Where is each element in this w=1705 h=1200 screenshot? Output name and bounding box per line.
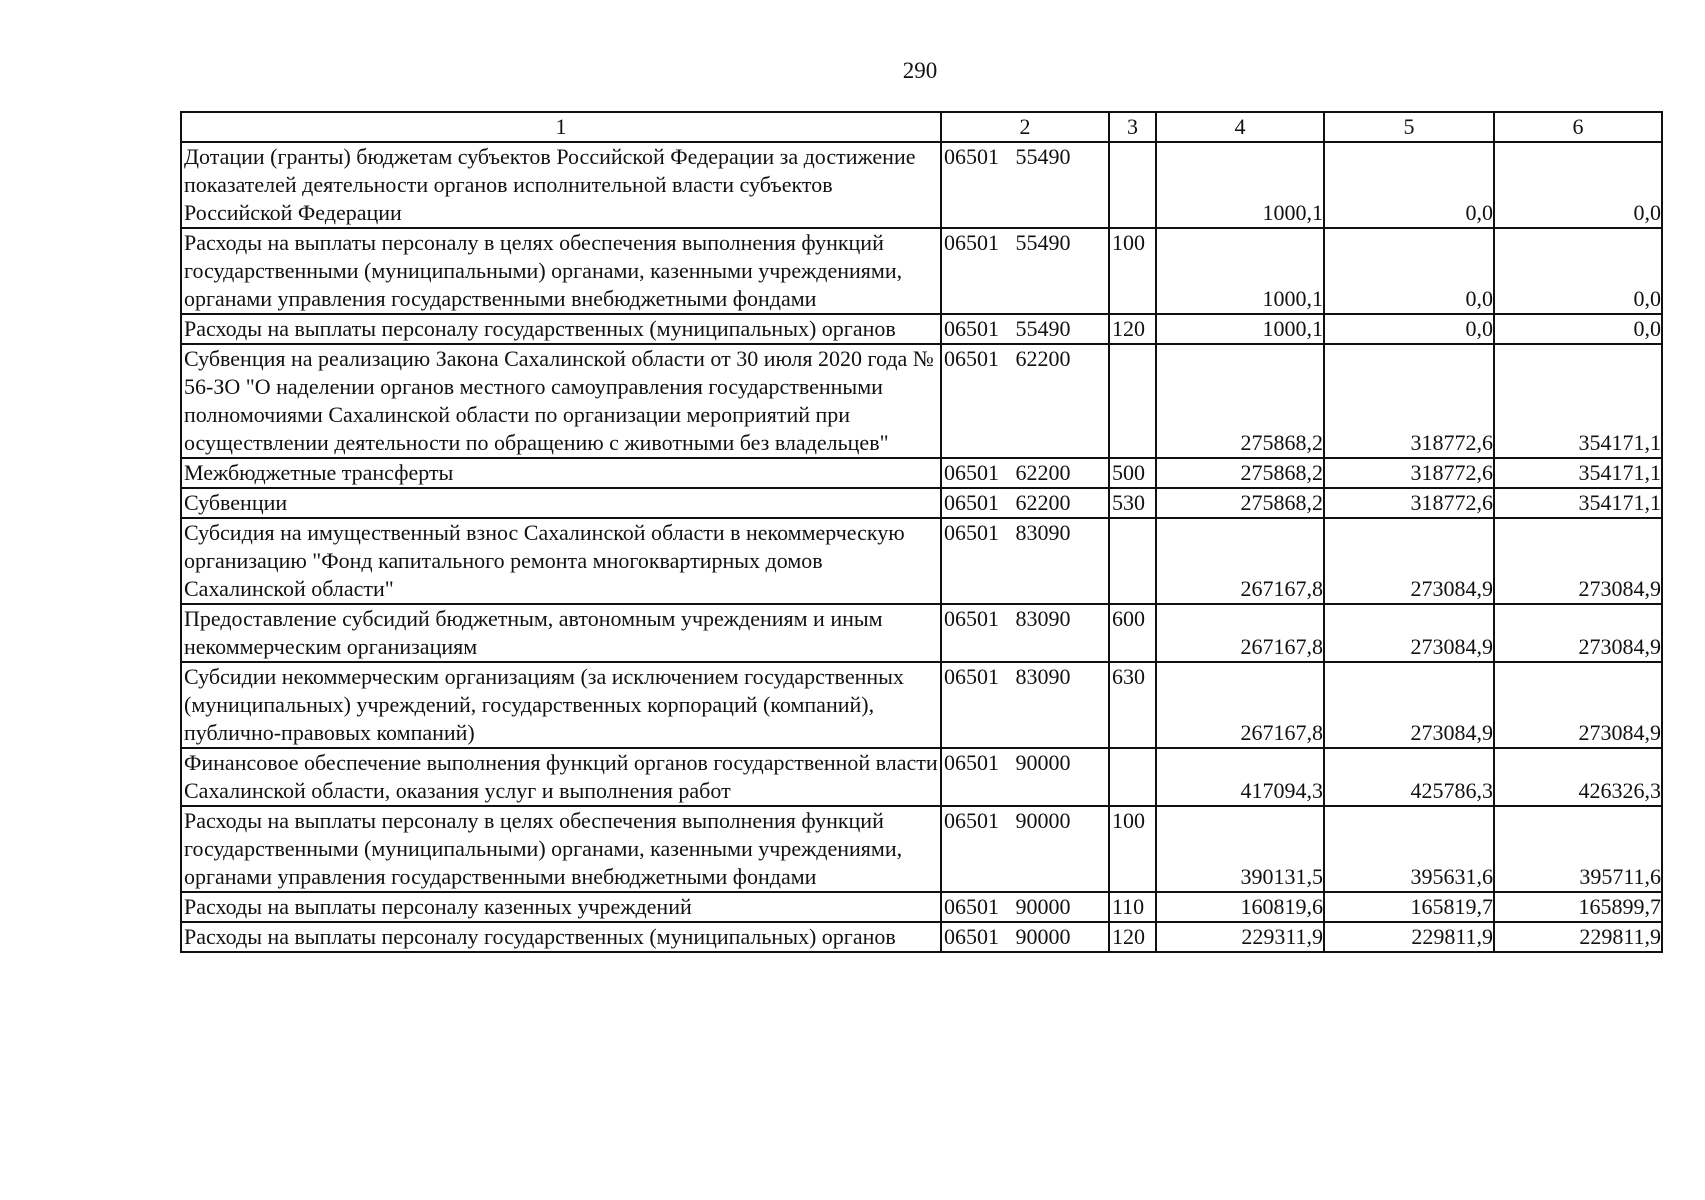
amount-col4: 1000,1 (1156, 314, 1324, 344)
program-code: 06501 55490 (941, 228, 1109, 314)
amount-col6: 273084,9 (1494, 604, 1662, 662)
program-code: 06501 55490 (941, 314, 1109, 344)
table-row (181, 142, 1662, 228)
budget-table (180, 111, 1663, 953)
amount-col4: 417094,3 (1156, 748, 1324, 806)
amount-col4: 275868,2 (1156, 344, 1324, 458)
program-code: 06501 83090 (941, 662, 1109, 748)
amount-col6: 354171,1 (1494, 458, 1662, 488)
program-code: 06501 62200 (941, 488, 1109, 518)
program-code: 06501 62200 (941, 344, 1109, 458)
program-code: 06501 90000 (941, 892, 1109, 922)
expense-name: Межбюджетные трансферты (181, 458, 941, 488)
header-row (181, 112, 1662, 142)
amount-col4: 1000,1 (1156, 228, 1324, 314)
expense-name: Расходы на выплаты персоналу государственных (муниципальных) органов (181, 314, 941, 344)
table-row (181, 488, 1662, 518)
expense-type: 630 (1109, 662, 1156, 748)
column-header: 3 (1109, 112, 1156, 142)
amount-col6: 273084,9 (1494, 518, 1662, 604)
amount-col4: 267167,8 (1156, 662, 1324, 748)
table-row (181, 748, 1662, 806)
table-row (181, 922, 1662, 952)
amount-col6: 0,0 (1494, 228, 1662, 314)
amount-col6: 165899,7 (1494, 892, 1662, 922)
expense-type: 120 (1109, 922, 1156, 952)
expense-type: 500 (1109, 458, 1156, 488)
expense-type: 530 (1109, 488, 1156, 518)
amount-col5: 0,0 (1324, 228, 1494, 314)
table-row (181, 806, 1662, 892)
expense-type (1109, 142, 1156, 228)
expense-name: Расходы на выплаты персоналу казенных учреждений (181, 892, 941, 922)
amount-col6: 354171,1 (1494, 488, 1662, 518)
amount-col6: 395711,6 (1494, 806, 1662, 892)
amount-col5: 0,0 (1324, 314, 1494, 344)
expense-type: 100 (1109, 806, 1156, 892)
amount-col5: 395631,6 (1324, 806, 1494, 892)
program-code: 06501 55490 (941, 142, 1109, 228)
expense-type: 100 (1109, 228, 1156, 314)
amount-col5: 273084,9 (1324, 604, 1494, 662)
amount-col5: 318772,6 (1324, 344, 1494, 458)
expense-name: Дотации (гранты) бюджетам субъектов Российской Федерации за достижение показателей деятельности органов исполнительной власти субъектов Российской Федерации (181, 142, 941, 228)
expense-name: Субвенции (181, 488, 941, 518)
table-row (181, 314, 1662, 344)
expense-type (1109, 518, 1156, 604)
amount-col4: 275868,2 (1156, 458, 1324, 488)
amount-col5: 0,0 (1324, 142, 1494, 228)
table-row (181, 458, 1662, 488)
amount-col5: 165819,7 (1324, 892, 1494, 922)
table-row (181, 604, 1662, 662)
program-code: 06501 83090 (941, 518, 1109, 604)
amount-col4: 1000,1 (1156, 142, 1324, 228)
expense-type (1109, 748, 1156, 806)
amount-col6: 0,0 (1494, 142, 1662, 228)
amount-col6: 0,0 (1494, 314, 1662, 344)
amount-col5: 273084,9 (1324, 518, 1494, 604)
expense-name: Расходы на выплаты персоналу государственных (муниципальных) органов (181, 922, 941, 952)
table-row (181, 518, 1662, 604)
program-code: 06501 83090 (941, 604, 1109, 662)
column-header: 6 (1494, 112, 1662, 142)
column-header: 1 (181, 112, 941, 142)
page-number: 290 (902, 58, 938, 83)
expense-type: 110 (1109, 892, 1156, 922)
amount-col6: 229811,9 (1494, 922, 1662, 952)
amount-col5: 318772,6 (1324, 488, 1494, 518)
table-row (181, 662, 1662, 748)
amount-col5: 425786,3 (1324, 748, 1494, 806)
amount-col4: 267167,8 (1156, 604, 1324, 662)
amount-col4: 229311,9 (1156, 922, 1324, 952)
amount-col5: 318772,6 (1324, 458, 1494, 488)
expense-type: 120 (1109, 314, 1156, 344)
program-code: 06501 90000 (941, 748, 1109, 806)
amount-col4: 267167,8 (1156, 518, 1324, 604)
expense-name: Расходы на выплаты персоналу в целях обеспечения выполнения функций государственными (муниципальными) органами, казенными учреждениями, органами управления государственными внебюджетными фондами (181, 228, 941, 314)
column-header: 5 (1324, 112, 1494, 142)
expense-type: 600 (1109, 604, 1156, 662)
column-header: 2 (941, 112, 1109, 142)
table-row (181, 892, 1662, 922)
expense-type (1109, 344, 1156, 458)
amount-col4: 160819,6 (1156, 892, 1324, 922)
amount-col5: 229811,9 (1324, 922, 1494, 952)
amount-col5: 273084,9 (1324, 662, 1494, 748)
column-header: 4 (1156, 112, 1324, 142)
amount-col4: 275868,2 (1156, 488, 1324, 518)
expense-name: Субсидия на имущественный взнос Сахалинской области в некоммерческую организацию "Фонд капитального ремонта многоквартирных домов Сахалинской области" (181, 518, 941, 604)
amount-col6: 426326,3 (1494, 748, 1662, 806)
table-row (181, 344, 1662, 458)
expense-name: Субсидии некоммерческим организациям (за исключением государственных (муниципальных) учреждений, государственных корпораций (компаний), публично-правовых компаний) (181, 662, 941, 748)
expense-name: Финансовое обеспечение выполнения функций органов государственной власти Сахалинской области, оказания услуг и выполнения работ (181, 748, 941, 806)
expense-name: Предоставление субсидий бюджетным, автономным учреждениям и иным некоммерческим организациям (181, 604, 941, 662)
amount-col6: 354171,1 (1494, 344, 1662, 458)
program-code: 06501 62200 (941, 458, 1109, 488)
program-code: 06501 90000 (941, 922, 1109, 952)
expense-name: Субвенция на реализацию Закона Сахалинской области от 30 июля 2020 года № 56-ЗО "О наделении органов местного самоуправления государственными полномочиями Сахалинской области по организации мероприятий при осуществлении деятельности по обращению с животными без владельцев" (181, 344, 941, 458)
table-row (181, 228, 1662, 314)
program-code: 06501 90000 (941, 806, 1109, 892)
amount-col6: 273084,9 (1494, 662, 1662, 748)
expense-name: Расходы на выплаты персоналу в целях обеспечения выполнения функций государственными (муниципальными) органами, казенными учреждениями, органами управления государственными внебюджетными фондами (181, 806, 941, 892)
amount-col4: 390131,5 (1156, 806, 1324, 892)
